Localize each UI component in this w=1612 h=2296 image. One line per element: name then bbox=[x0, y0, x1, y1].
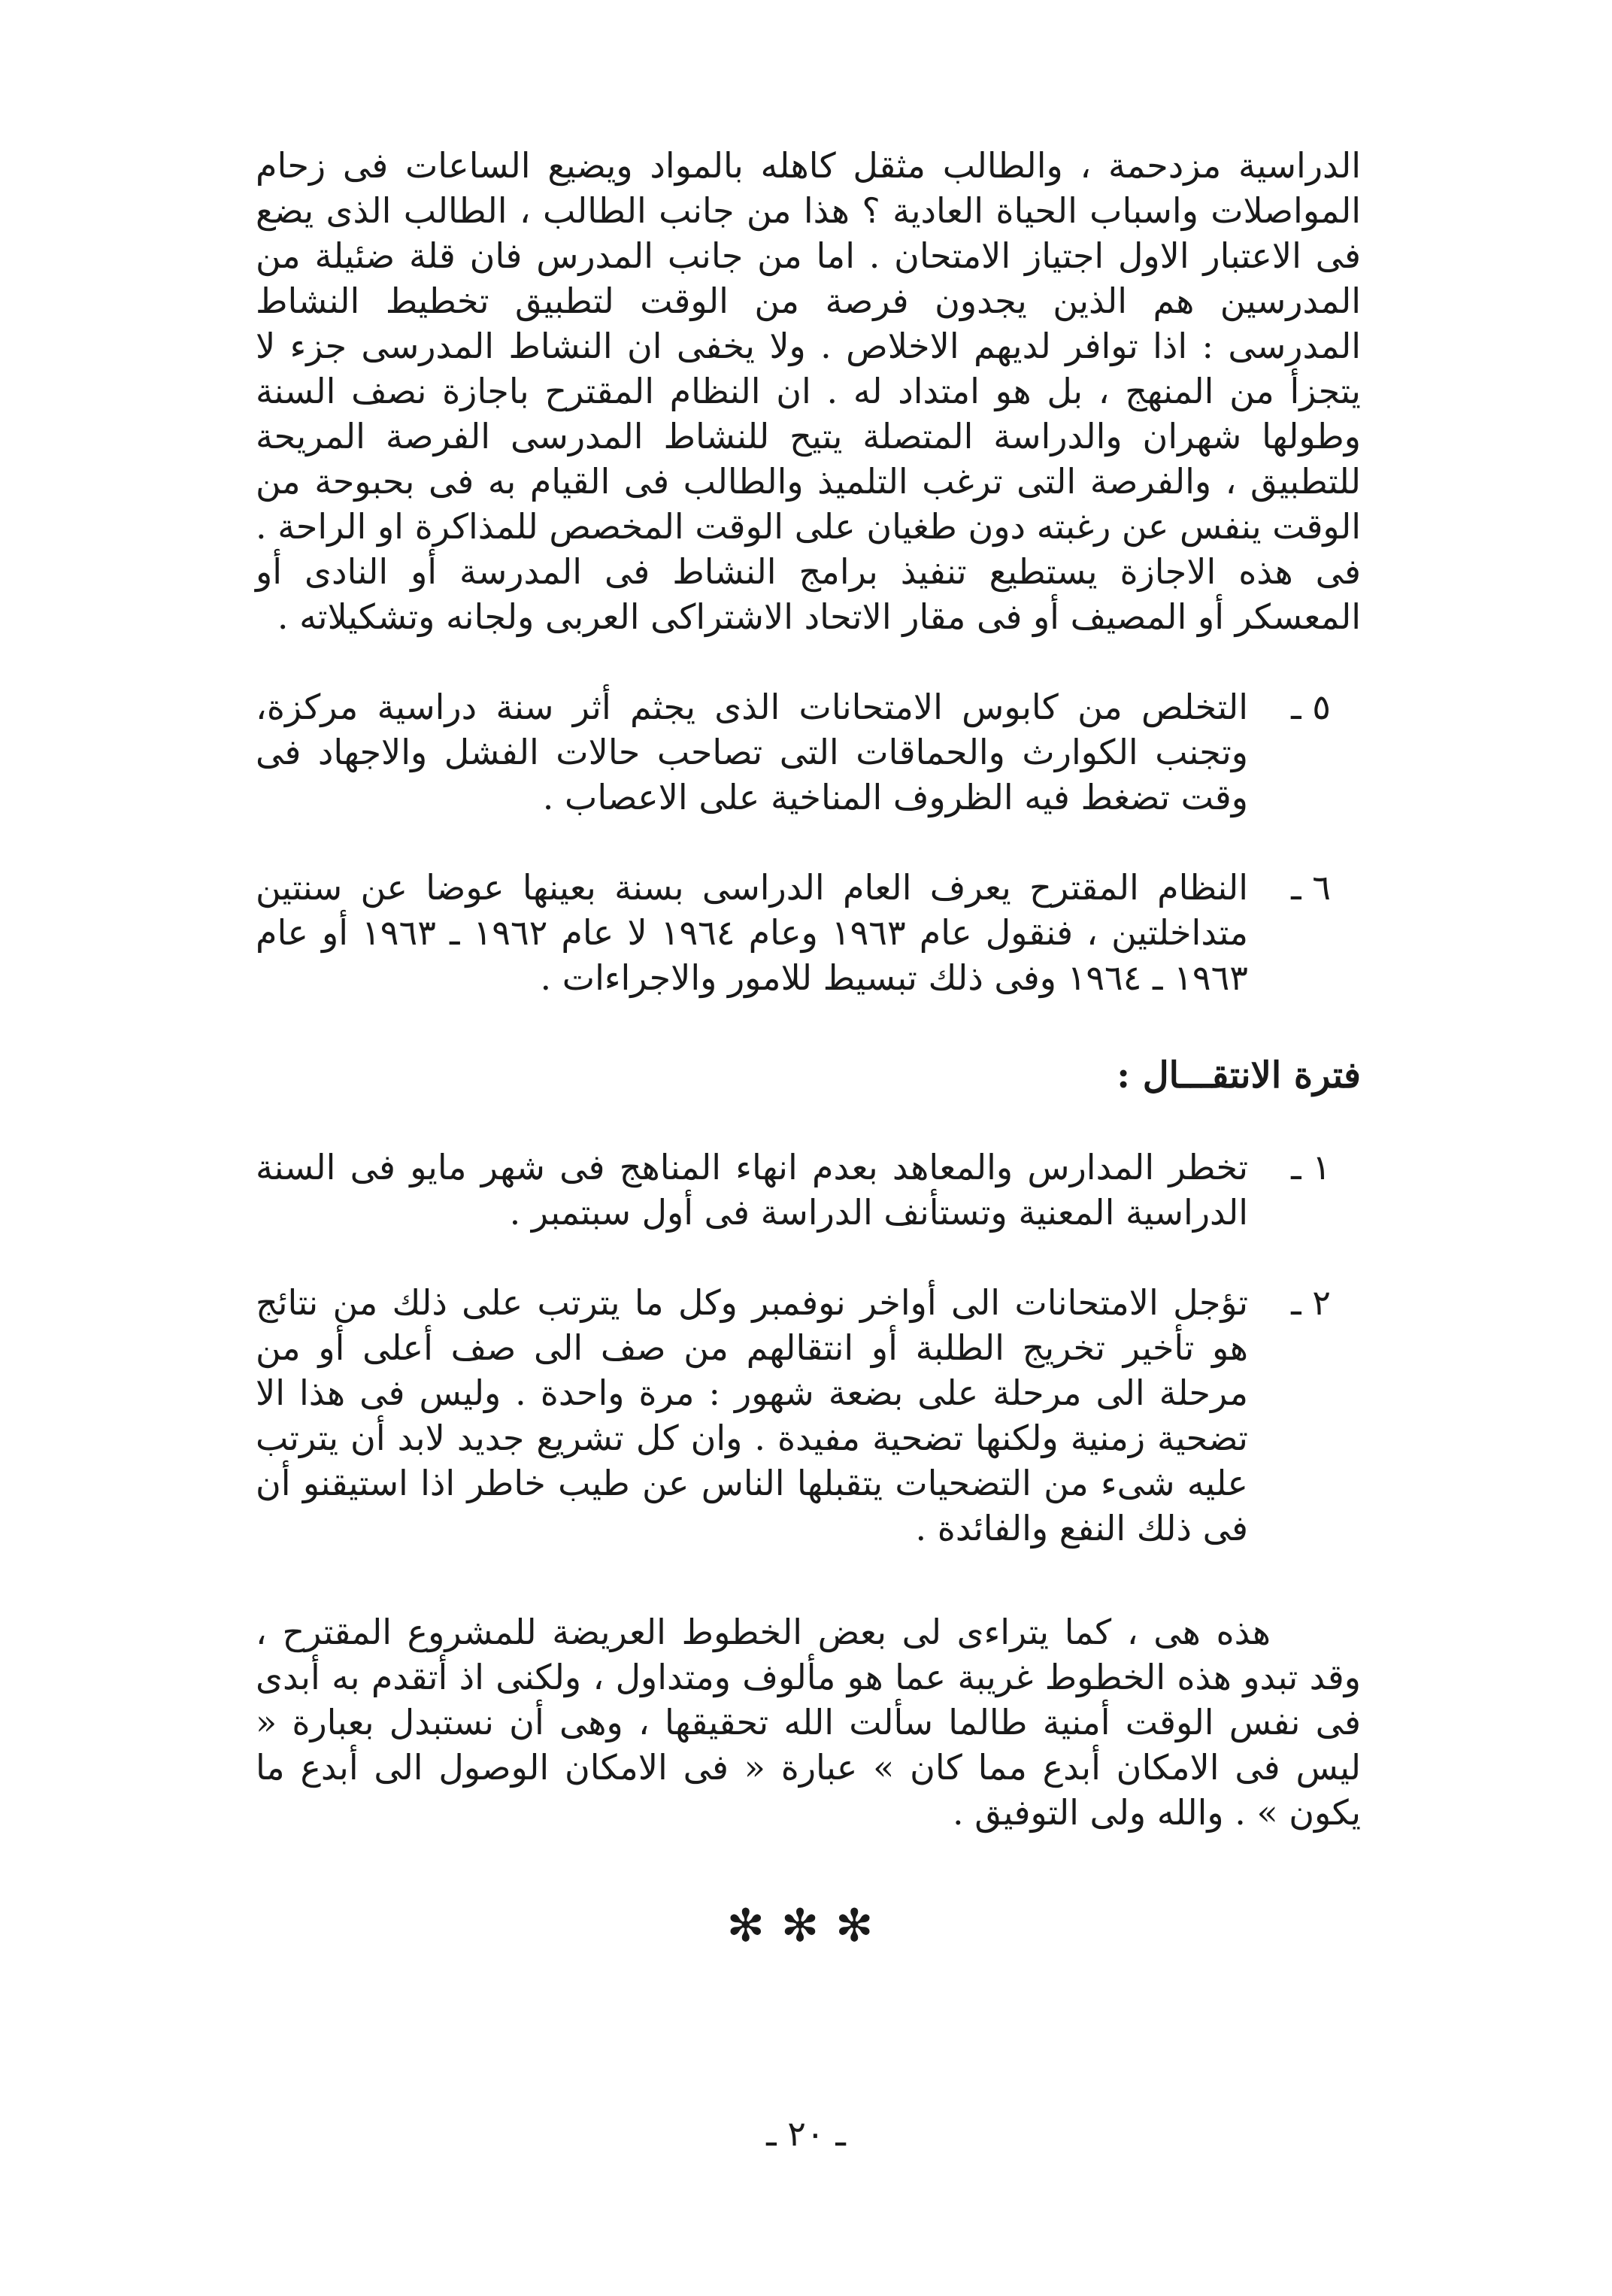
transition-item-1 bbox=[256, 1145, 1361, 1235]
item-number: ٥ ـ bbox=[1291, 687, 1331, 727]
transition-item-2 bbox=[256, 1280, 1361, 1551]
page-number: ـ ٢٠ ـ bbox=[766, 2113, 846, 2154]
list-item-6 bbox=[256, 865, 1361, 1000]
document-page bbox=[256, 143, 1361, 1952]
item-number: ١ ـ bbox=[1291, 1147, 1331, 1187]
item-text: النظام المقترح يعرف العام الدراسى بسنة بعينها عوضا عن سنتين متداخلتين ، فنقول عام ١٩٦٣ وعام ١٩٦٤ لا عام ١٩٦٢ ـ ١٩٦٣ أو عام ١٩٦٣ ـ ١٩٦٤ وفى ذلك تبسيط للامور والاجراءات . bbox=[256, 867, 1248, 998]
item-number: ٦ ـ bbox=[1291, 867, 1331, 908]
intro-paragraph: الدراسية مزدحمة ، والطالب مثقل كاهله بالمواد ويضيع الساعات فى زحام المواصلات واسباب الحياة العادية ؟ هذا من جانب الطالب ، الطالب الذى يضع فى الاعتبار الاول اجتياز الامتحان . اما من جانب المدرس فان قلة ضئيلة من المدرسين هم الذين يجدون فرصة من الوقت لتطبيق تخطيط النشاط المدرسى : اذا توافر لديهم الاخلاص . ولا يخفى ان النشاط المدرسى جزء لا يتجزأ من المنهج ، بل هو امتداد له . ان النظام المقترح باجازة نصف السنة وطولها شهران والدراسة المتصلة يتيح للنشاط المدرسى الفرصة المريحة للتطبيق ، والفرصة التى ترغب التلميذ والطالب فى القيام به فى بحبوحة من الوقت ينفس عن رغبته دون طغيان على الوقت المخصص للمذاكرة او الراحة . فى هذه الاجازة يستطيع تنفيذ برامج النشاط فى المدرسة أو النادى أو المعسكر أو المصيف أو فى مقار الاتحاد الاشتراكى العربى ولجانه وتشكيلاته . bbox=[256, 145, 1361, 637]
list-item-5 bbox=[256, 684, 1361, 820]
item-number: ٢ ـ bbox=[1291, 1282, 1331, 1323]
section-separator: ✻✻✻ bbox=[726, 1900, 890, 1952]
item-text: التخلص من كابوس الامتحانات الذى يجثم أثر سنة دراسية مركزة، وتجنب الكوارث والحماقات التى تصاحب حالات الفشل والاجهاد فى وقت تضغط فيه الظروف المناخية على الاعصاب . bbox=[256, 687, 1248, 817]
item-text: تؤجل الامتحانات الى أواخر نوفمبر وكل ما يترتب على ذلك من نتائج هو تأخير تخريج الطلبة أو انتقالهم من صف الى صف أعلى أو من مرحلة الى مرحلة على بضعة شهور : مرة واحدة . وليس فى هذا الا تضحية زمنية ولكنها تضحية مفيدة . وان كل تشريع جديد لابد أن يترتب عليه شىء من التضحيات يتقبلها الناس عن طيب خاطر اذا استيقنو أن فى ذلك النفع والفائدة . bbox=[256, 1282, 1248, 1548]
closing-paragraph: هذه هى ، كما يتراءى لى بعض الخطوط العريضة للمشروع المقترح ، وقد تبدو هذه الخطوط غريبة عما هو مألوف ومتداول ، ولكنى اذ أتقدم به أبدى فى نفس الوقت أمنية طالما سألت الله تحقيقها ، وهى أن نستبدل بعبارة « ليس فى الامكان أبدع مما كان » عبارة « فى الامكان الوصول الى أبدع ما يكون » . والله ولى التوفيق . bbox=[256, 1612, 1361, 1833]
section-heading: فترة الانتقـــال : bbox=[1117, 1054, 1361, 1096]
item-text: تخطر المدارس والمعاهد بعدم انهاء المناهج فى شهر مايو فى السنة الدراسية المعنية وتستأنف الدراسة فى أول سبتمبر . bbox=[256, 1147, 1248, 1233]
